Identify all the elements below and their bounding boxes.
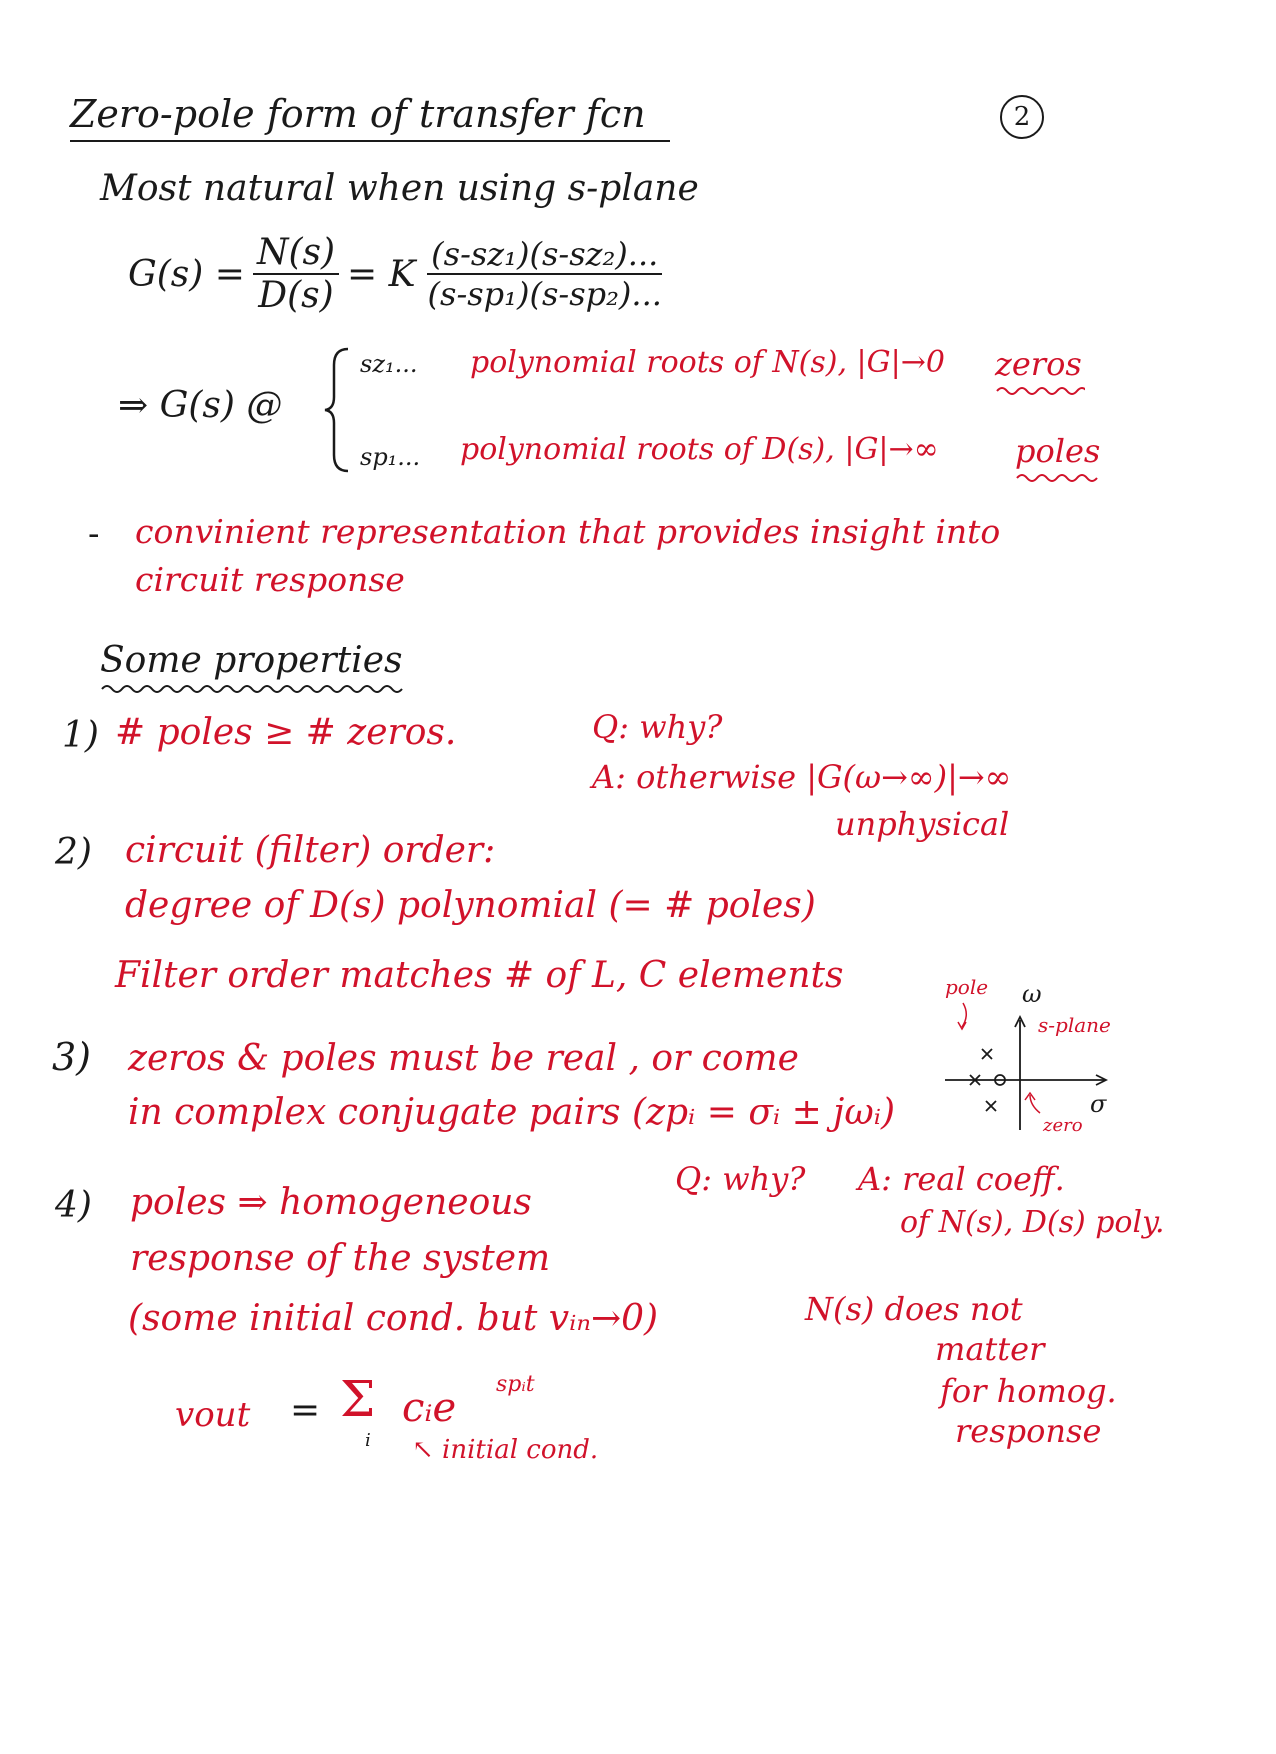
properties-heading-underline (100, 684, 410, 694)
vout-equals: = (290, 1390, 321, 1431)
property-1-number: 1) (62, 715, 99, 756)
property-3-answer: A: real coeff. (858, 1160, 1065, 1198)
remark-line-2: circuit response (135, 560, 405, 599)
eq-root-denominator: (s-sp₁)(s-sp₂)... (427, 275, 662, 313)
property-3-line-1: zeros & poles must be real , or come (128, 1038, 799, 1079)
property-3-answer-note: of N(s), D(s) poly. (900, 1205, 1165, 1240)
zero-description: polynomial roots of N(s), |G|→0 (470, 345, 945, 380)
vout-term: cᵢe (402, 1385, 457, 1431)
property-4-line-1: poles ⇒ homogeneous (130, 1182, 532, 1223)
eq-denominator: D(s) (258, 275, 334, 316)
property-3-line-2: in complex conjugate pairs (zpᵢ = σᵢ ± jωᵢ) (128, 1092, 895, 1133)
property-3-number: 3) (52, 1035, 92, 1079)
pole-description: polynomial roots of D(s), |G|→∞ (460, 432, 939, 467)
property-2-line-3: Filter order matches # of L, C elements (115, 955, 844, 996)
eq-mid: = K (347, 253, 416, 295)
transfer-function-equation (128, 232, 666, 316)
poles-label: poles (1015, 432, 1101, 470)
property-4-note-4: response (955, 1412, 1102, 1450)
zeros-label: zeros (995, 345, 1082, 383)
splane-sigma-label: σ (1090, 1090, 1107, 1118)
remark-dash: - (88, 514, 100, 554)
s-plane-axes (930, 965, 1130, 1145)
eq-root-numerator: (s-sz₁)(s-sz₂)... (427, 235, 662, 275)
eq-ratio-nd (253, 232, 339, 316)
property-4-line-2: response of the system (130, 1238, 551, 1279)
remark-line-1: convinient representation that provides insight into (135, 512, 1001, 551)
property-1-question: Q: why? (592, 708, 723, 746)
property-4-note-2: matter (935, 1330, 1045, 1368)
page-number: 2 (1013, 102, 1031, 132)
splane-omega-label: ω (1022, 980, 1042, 1008)
property-4-note-3: for homog. (940, 1372, 1117, 1410)
property-2-number: 2) (55, 832, 92, 873)
property-4-note-1: N(s) does not (805, 1290, 1023, 1328)
zeros-underline (995, 386, 1085, 396)
initial-cond-note: ↖ initial cond. (412, 1435, 599, 1465)
vout-exponent: spᵢt (496, 1372, 535, 1397)
page-title: Zero-pole form of transfer fcn (70, 92, 670, 142)
roots-lead: ⇒ G(s) @ (118, 385, 283, 426)
eq-lhs: G(s) = (128, 253, 245, 295)
property-1-answer: A: otherwise |G(ω→∞)|→∞ (592, 758, 1012, 796)
splane-zero-label: zero (1043, 1115, 1083, 1136)
property-4-line-3: (some initial cond. but vᵢₙ→0) (128, 1298, 659, 1339)
property-1-answer-note: unphysical (835, 805, 1010, 843)
poles-underline (1015, 473, 1100, 483)
s-plane-sketch (930, 965, 1130, 1145)
properties-heading: Some properties (100, 640, 403, 681)
splane-plane-label: s-plane (1038, 1013, 1111, 1037)
property-2-line-2: degree of D(s) polynomial (= # poles) (125, 885, 816, 926)
splane-pole-label: pole (945, 975, 989, 999)
page-number-badge (1000, 95, 1044, 139)
property-3-question: Q: why? (675, 1160, 806, 1198)
eq-numerator: N(s) (253, 232, 339, 275)
vout-symbol: vout (175, 1395, 251, 1435)
eq-ratio-roots (424, 235, 666, 313)
intro-line: Most natural when using s-plane (100, 168, 699, 209)
property-1-text: # poles ≥ # zeros. (115, 712, 457, 753)
property-4-number: 4) (55, 1185, 92, 1226)
property-2-line-1: circuit (filter) order: (125, 830, 496, 871)
zero-symbol: sz₁... (360, 350, 418, 378)
vout-sigma: Σ (340, 1370, 376, 1428)
curly-brace-icon (322, 345, 352, 475)
pole-symbol: sp₁... (360, 443, 421, 471)
vout-sigma-index: i (365, 1430, 371, 1451)
